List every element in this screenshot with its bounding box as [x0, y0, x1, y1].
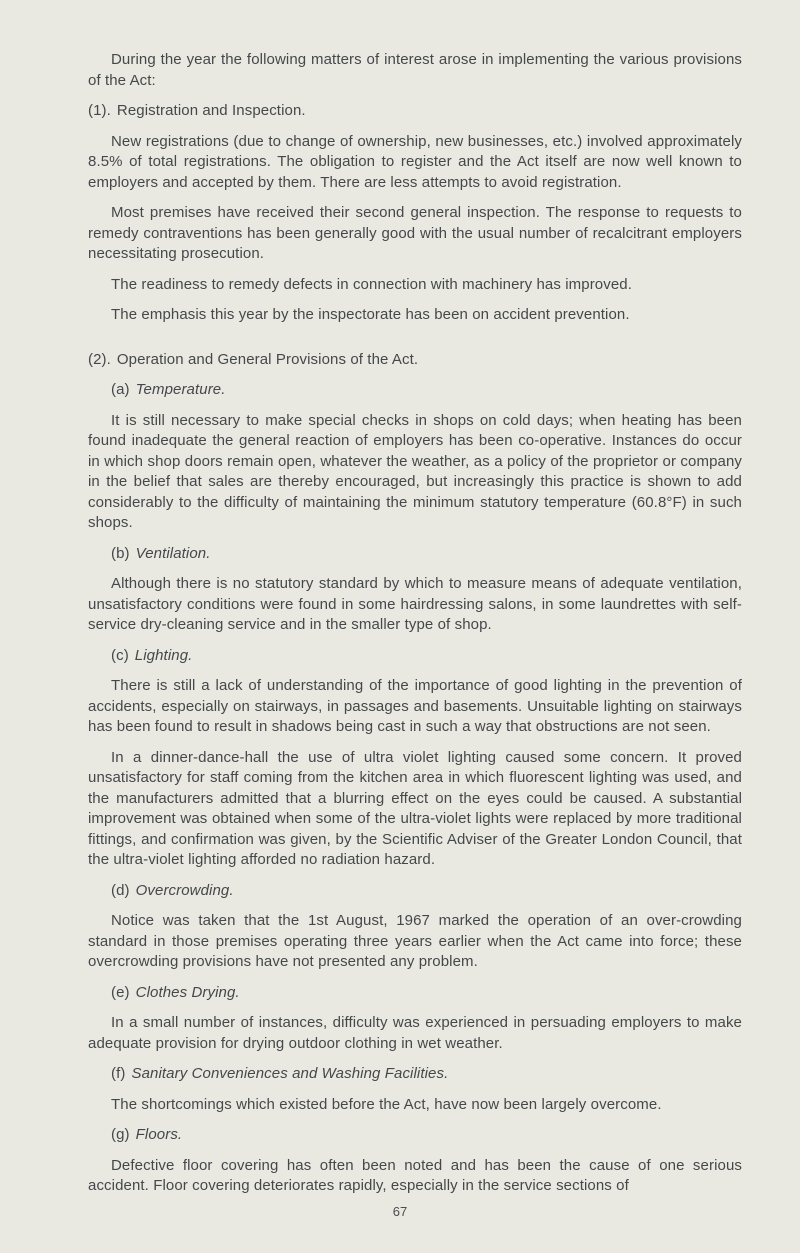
subsection-label: (e) — [111, 983, 130, 1001]
subsection-label: (c) — [111, 646, 129, 664]
section-2-heading — [88, 350, 742, 371]
section-1-number: (1). — [88, 102, 111, 119]
subsection-title: Sanitary Conveniences and Washing Facilities. — [131, 1065, 449, 1082]
section-1-title: Registration and Inspection. — [116, 102, 306, 119]
subsection-label: (b) — [111, 544, 130, 562]
subsection-label: (f) — [111, 1065, 126, 1082]
subsection-heading-sanitary — [88, 1064, 742, 1085]
subsection-label: (g) — [111, 1126, 130, 1143]
subsection-title: Temperature. — [135, 381, 226, 398]
subsection-label: (d) — [111, 881, 130, 899]
document-page — [88, 50, 742, 1207]
paragraph: The readiness to remedy defects in connection with machinery has improved. — [111, 275, 632, 293]
subsection-label: (a) — [111, 381, 130, 398]
subsection-title: Ventilation. — [135, 544, 211, 562]
subsection-heading-lighting — [88, 646, 742, 667]
section-2-number: (2). — [88, 350, 111, 368]
paragraph: Most premises have received their second general inspection. The response to requests to remedy contraventions has been generally good with the usual number of recalcitrant employers necessitating prosecution. — [88, 204, 742, 262]
subsection-heading-overcrowding — [88, 881, 742, 902]
paragraph: Notice was taken that the 1st August, 1967 marked the operation of an over-crowding standard in those premises operating three years earlier when the Act came into force; these overcrowding provisions have not presented any problem. — [88, 912, 742, 970]
paragraph: New registrations (due to change of ownership, new businesses, etc.) involved approximately 8.5% of total registrations. The obligation to register and the Act itself are now well known to employers and accepted by them. There are less attempts to avoid registration. — [88, 132, 742, 191]
subsection-heading-temperature — [88, 380, 742, 401]
subsection-title: Lighting. — [134, 646, 193, 664]
section-2-title: Operation and General Provisions of the Act. — [116, 350, 419, 368]
subsection-heading-ventilation — [88, 544, 742, 565]
paragraph: The emphasis this year by the inspectorate has been on accident prevention. — [111, 306, 630, 323]
paragraph: It is still necessary to make special checks in shops on cold days; when heating has been found inadequate the general reaction of employers has been co-operative. Instances do occur in which shop doors remain open, whatever the weather, as a policy of the proprietor or company in the belief that sales are thereby encouraged, but increasingly this practice is shown to add considerably to the difficulty of maintaining the minimum statutory temperature (60.8°F) in such shops. — [88, 411, 742, 531]
subsection-title: Floors. — [135, 1126, 183, 1143]
paragraph: The shortcomings which existed before the Act, have now been largely overcome. — [111, 1095, 662, 1113]
section-1-heading — [88, 101, 742, 122]
paragraph: Defective floor covering has often been noted and has been the cause of one serious accident. Floor covering deteriorates rapidly, especially in the service sections of — [88, 1156, 742, 1194]
subsection-heading-floors — [88, 1125, 742, 1146]
paragraph: In a dinner-dance-hall the use of ultra violet lighting caused some concern. It proved unsatisfactory for staff coming from the kitchen area in which fluorescent lighting was used, and the manufacturers admitted that a blurring effect on the eyes could be caused. A substantial improvement was obtained when some of the ultra-violet lights were replaced by more traditional fittings, and confirmation was given, by the Scientific Adviser of the Greater London Council, that the ultra-violet lighting afforded no radiation hazard. — [88, 748, 742, 868]
intro-paragraph: During the year the following matters of interest arose in implementing the various provisions of the Act: — [88, 51, 742, 89]
paragraph: There is still a lack of understanding of the importance of good lighting in the prevention of accidents, especially on stairways, in passages and basements. Unsuitable lighting on stairways has been found to result in shadows being cast in such a way that obstructions are not seen. — [88, 677, 742, 735]
page-number: 67 — [392, 1204, 408, 1219]
subsection-heading-clothes-drying — [88, 983, 742, 1004]
paragraph: In a small number of instances, difficulty was experienced in persuading employers to make adequate provision for drying outdoor clothing in wet weather. — [88, 1014, 742, 1052]
subsection-title: Clothes Drying. — [135, 983, 240, 1001]
paragraph: Although there is no statutory standard by which to measure means of adequate ventilation, unsatisfactory conditions were found in some hairdressing salons, in some laundrettes with self-service dry-cleaning service and in the smaller type of shop. — [88, 575, 742, 633]
subsection-title: Overcrowding. — [135, 881, 234, 899]
